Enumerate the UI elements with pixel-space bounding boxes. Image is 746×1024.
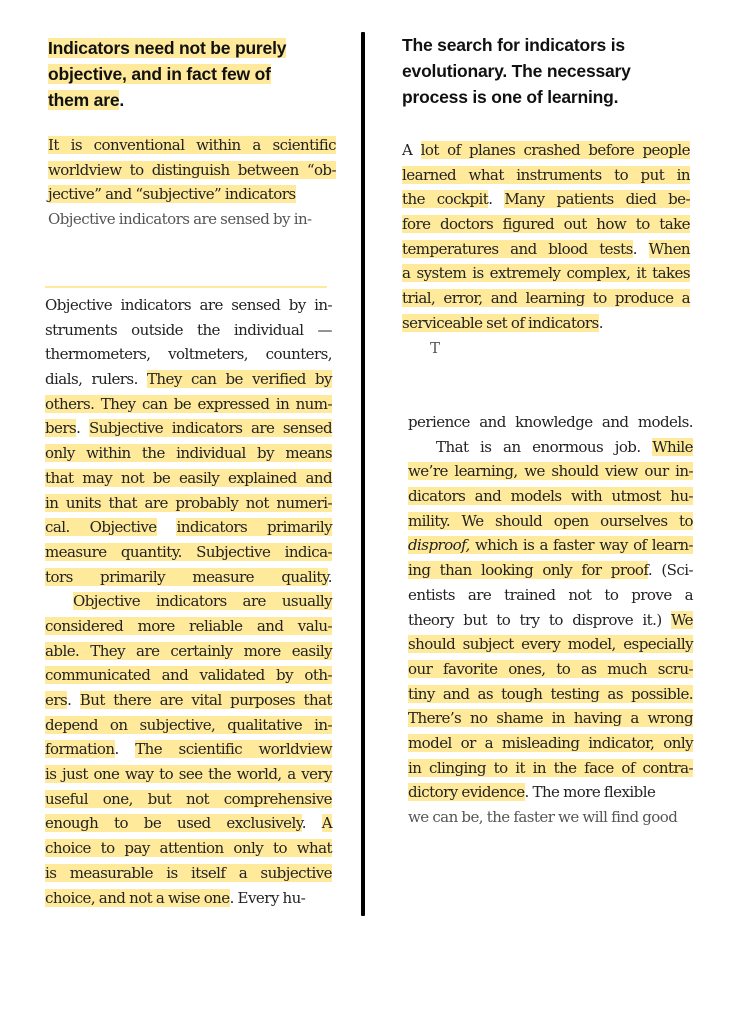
highlighted-text[interactable]: jective” and “subjective” indicators <box>48 185 296 204</box>
text-line <box>408 509 693 534</box>
highlighted-text[interactable]: learned what instruments to put in <box>402 165 690 184</box>
text-line <box>45 663 332 688</box>
plain-text: thermometers, voltmeters, counters, <box>45 345 332 364</box>
plain-text: . <box>76 419 89 438</box>
heading-line: evolutionary. The necessary <box>402 61 631 81</box>
highlighted-text[interactable]: a system is extremely complex, it takes <box>402 264 690 283</box>
plain-text: . (Sci- <box>647 561 693 580</box>
right-cut-line: T <box>430 338 440 357</box>
left-heading <box>48 35 336 113</box>
text-line <box>45 466 332 491</box>
text-line <box>45 787 332 812</box>
plain-text: A <box>402 141 421 159</box>
text-line <box>408 435 693 460</box>
highlighted-text[interactable]: considered more reliable and valu- <box>45 616 332 635</box>
highlighted-text[interactable]: communicated and validated by oth- <box>45 666 332 685</box>
highlighted-text[interactable]: formation <box>45 740 115 759</box>
highlighted-text[interactable]: When <box>648 239 691 258</box>
right-column <box>402 32 691 357</box>
plain-text: . The more flexible <box>524 783 656 802</box>
text-line <box>402 138 690 163</box>
highlighted-text[interactable]: ers <box>45 691 68 709</box>
heading-line[interactable]: objective, and in fact few of <box>48 64 271 84</box>
text-line <box>45 713 332 738</box>
plain-text: . <box>488 190 505 209</box>
text-line <box>45 367 332 392</box>
highlighted-text[interactable]: bers <box>45 419 77 438</box>
plain-text <box>157 518 177 536</box>
text-line <box>408 657 693 682</box>
text-line <box>408 682 693 707</box>
text-line <box>408 410 693 435</box>
plain-text: . <box>598 313 603 332</box>
column-divider <box>361 32 365 916</box>
highlighted-text[interactable]: Objective indicators are usually <box>73 592 332 611</box>
highlighted-text[interactable]: But there are vital purposes that <box>79 691 332 709</box>
text-line <box>402 212 690 237</box>
highlighted-text[interactable]: The scientific worldview <box>135 740 332 759</box>
plain-text: . <box>301 814 322 833</box>
highlighted-text[interactable]: the cockpit <box>402 190 489 209</box>
text-line <box>408 608 693 633</box>
highlighted-text[interactable]: A <box>321 814 333 833</box>
highlighted-text[interactable]: should subject every model, especially <box>408 635 693 654</box>
highlighted-text[interactable]: useful one, but not comprehensive <box>45 789 332 808</box>
plain-text: theory but to try to disprove it.) <box>408 610 672 629</box>
text-line <box>402 163 690 188</box>
text-line <box>408 484 693 509</box>
text-line <box>408 706 693 731</box>
highlighted-text[interactable]: ing than looking only for proof <box>408 561 648 580</box>
right-cut-line-bottom: we can be, the faster we will find good <box>408 808 678 826</box>
text-line <box>45 441 332 466</box>
highlighted-text[interactable]: mility. We should open ourselves to <box>408 511 693 530</box>
highlighted-text[interactable]: fore doctors figured out how to take <box>402 215 690 234</box>
text-line <box>408 533 693 558</box>
highlight-bar <box>45 286 327 288</box>
text-line <box>45 811 332 836</box>
text-line <box>45 515 332 540</box>
highlighted-text[interactable]: lot of planes crashed before people <box>420 141 690 159</box>
plain-text: struments outside the individual — <box>45 320 332 339</box>
text-line <box>408 780 693 805</box>
right-paragraph-1 <box>402 138 690 336</box>
heading-line[interactable]: Indicators need not be purely <box>48 38 287 58</box>
left-paragraph-1 <box>48 133 336 207</box>
highlighted-text[interactable]: Many patients died be- <box>504 190 691 209</box>
plain-text: . <box>67 691 80 709</box>
highlighted-text[interactable]: Subjective indicators are sensed <box>88 419 332 438</box>
highlighted-text[interactable]: tors primarily measure quality <box>45 567 328 586</box>
left-column <box>48 35 336 229</box>
text-line <box>45 589 332 614</box>
text-line <box>45 392 332 417</box>
text-line <box>408 731 693 756</box>
highlighted-text[interactable]: choice, and not a wise one <box>45 888 230 907</box>
highlighted-text[interactable]: choice to pay attention only to what <box>45 839 332 858</box>
text-line <box>408 459 693 484</box>
plain-text: . <box>114 740 136 759</box>
plain-text: Objective indicators are sensed by in- <box>45 296 332 314</box>
text-line <box>45 540 332 565</box>
text-line <box>48 158 336 183</box>
text-line <box>45 762 332 787</box>
highlighted-text[interactable]: We <box>671 610 693 629</box>
plain-text: perience and knowledge and models. <box>408 413 693 431</box>
heading-line: process is one of learning. <box>402 87 619 107</box>
highlighted-text[interactable]: trial, error, and learning to produce a <box>402 289 690 308</box>
right-heading <box>402 32 690 110</box>
highlighted-text[interactable]: measure quantity. Subjective indica- <box>45 542 332 561</box>
highlighted-text[interactable]: in clinging to it in the face of contra- <box>408 758 693 777</box>
text-line <box>45 318 332 343</box>
plain-text: That is an enormous job. <box>436 437 653 456</box>
text-line <box>45 416 332 441</box>
text-line <box>408 583 693 608</box>
highlighted-text[interactable]: dictory evidence <box>408 783 525 802</box>
left-cut-line: Objective indicators are sensed by in- <box>48 210 312 229</box>
highlighted-text[interactable]: cal. Objective <box>45 518 157 537</box>
plain-text: entists are trained not to prove a <box>408 585 693 604</box>
highlighted-text[interactable]: It is conventional within a scientific <box>48 136 336 154</box>
highlighted-text[interactable]: They can be verified by <box>146 370 332 389</box>
highlighted-text[interactable]: indicators primarily <box>176 518 332 537</box>
text-line <box>408 632 693 657</box>
plain-text: . <box>632 239 649 258</box>
highlighted-text[interactable]: able. They are certainly more easily <box>45 641 332 660</box>
highlighted-text[interactable]: While <box>652 437 693 456</box>
text-line <box>408 756 693 781</box>
highlighted-text[interactable]: in units that are probably not numeri- <box>45 493 332 512</box>
text-line <box>402 237 690 262</box>
plain-text: . Every hu- <box>229 888 306 907</box>
highlighted-text[interactable]: others. They can be expressed in num- <box>45 394 332 413</box>
highlighted-text[interactable]: that may not be easily explained and <box>45 468 332 487</box>
text-line <box>45 565 332 590</box>
highlighted-text[interactable]: temperatures and blood tests <box>402 239 633 258</box>
text-line <box>45 639 332 664</box>
highlighted-text[interactable]: serviceable set of indicators <box>402 313 599 332</box>
left-column-page2 <box>45 293 332 910</box>
highlighted-text[interactable]: which is a faster way of learn- <box>469 536 693 555</box>
text-line <box>402 187 690 212</box>
highlighted-text[interactable]: enough to be used exclusively <box>45 814 302 833</box>
highlighted-text[interactable]: tiny and as tough testing as possible. <box>408 684 693 703</box>
highlighted-text[interactable]: our favorite ones, to as much scru- <box>408 659 693 678</box>
highlighted-text[interactable]: depend on subjective, qualitative in- <box>45 715 332 734</box>
text-line <box>45 491 332 516</box>
text-line <box>45 293 332 318</box>
right-column-page2 <box>408 410 693 826</box>
text-line <box>45 861 332 886</box>
text-line <box>45 836 332 861</box>
left-paragraph-2 <box>45 293 332 910</box>
heading-line[interactable]: them are <box>48 90 120 110</box>
text-line <box>48 182 336 207</box>
highlighted-text[interactable]: worldview to distinguish between “ob- <box>48 160 336 179</box>
text-line <box>402 286 690 311</box>
text-line <box>45 737 332 762</box>
plain-text: . <box>327 567 332 586</box>
text-line <box>45 342 332 367</box>
heading-period: . <box>119 90 125 110</box>
text-line <box>402 261 690 286</box>
text-line <box>45 886 332 911</box>
plain-text: dials, rulers. <box>45 370 147 389</box>
heading-line: The search for indicators is <box>402 35 625 55</box>
highlighted-text[interactable]: is just one way to see the world, a very <box>45 765 332 784</box>
highlighted-text[interactable]: There’s no shame in having a wrong <box>408 709 693 728</box>
highlighted-text[interactable]: we’re learning, we should view our in- <box>408 462 693 481</box>
highlighted-emphasis[interactable]: disproof, <box>408 536 470 555</box>
highlighted-text[interactable]: model or a misleading indicator, only <box>408 733 693 752</box>
text-line <box>45 688 332 713</box>
text-line <box>408 558 693 583</box>
highlighted-text[interactable]: dicators and models with utmost hu- <box>408 487 693 506</box>
right-paragraph-2 <box>408 410 693 805</box>
highlighted-text[interactable]: is measurable is itself a subjective <box>45 863 332 882</box>
text-line <box>402 311 690 336</box>
highlighted-text[interactable]: only within the individual by means <box>45 444 332 463</box>
text-line <box>45 614 332 639</box>
text-line <box>48 133 336 158</box>
